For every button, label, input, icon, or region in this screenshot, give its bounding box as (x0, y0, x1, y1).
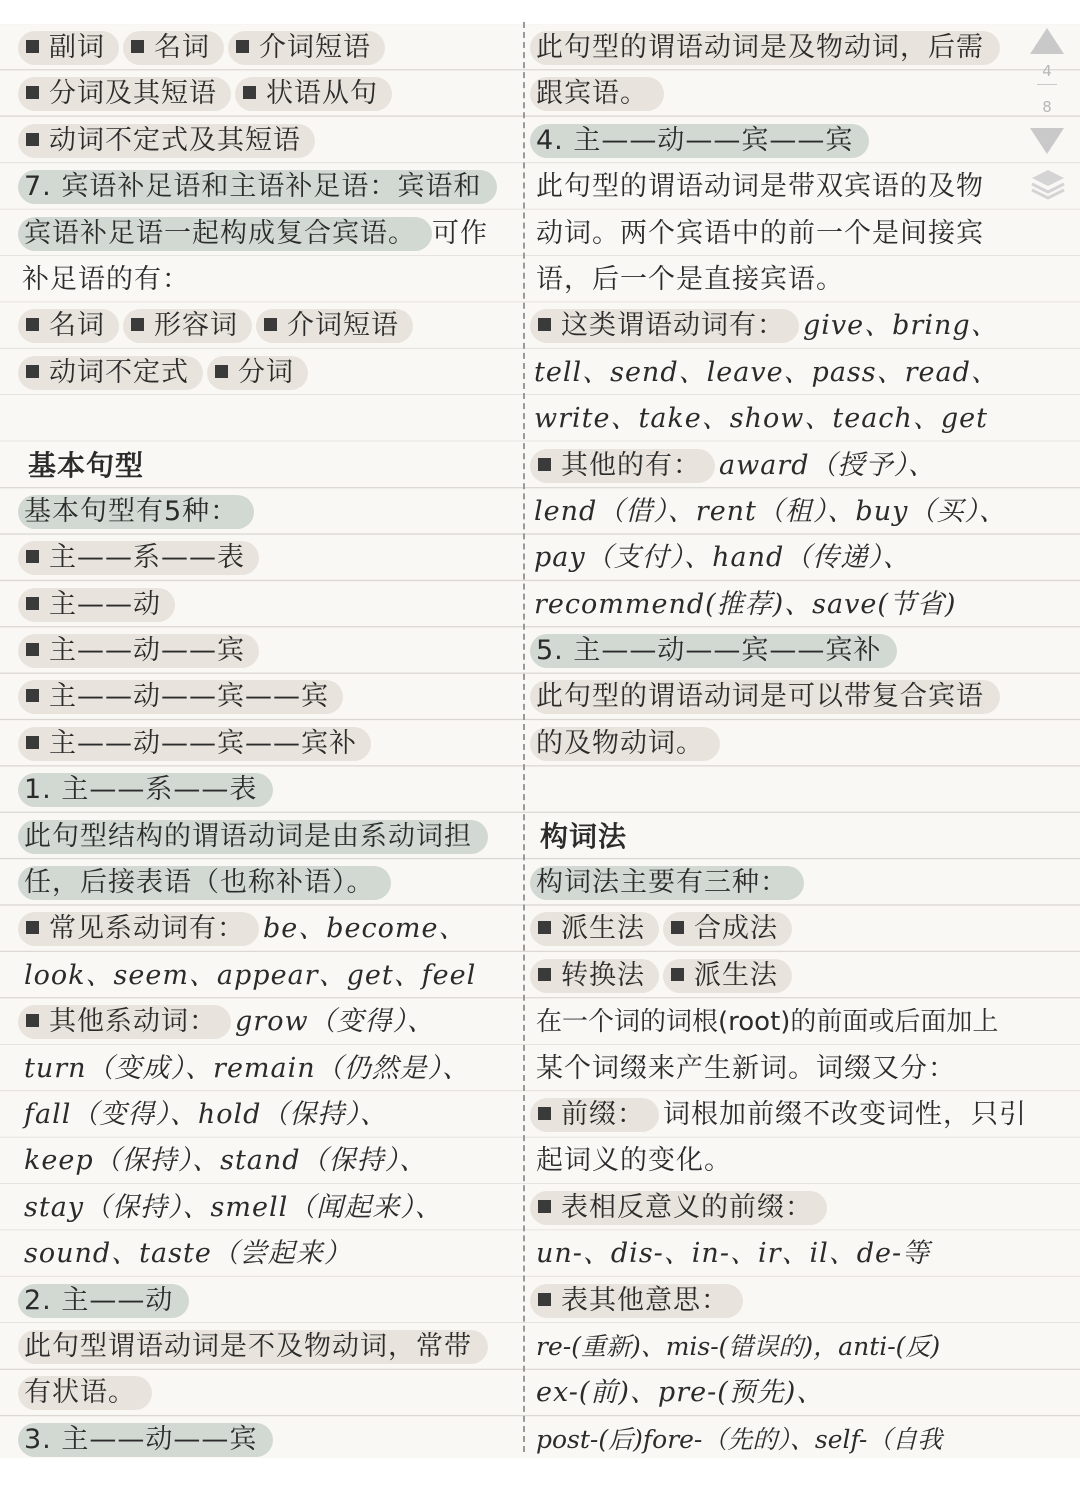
triangle-down-icon[interactable] (1030, 128, 1064, 154)
note-line: 这类谓语动词有： give、bring、 (530, 303, 1078, 349)
note-line: 7. 宾语补足语和主语补足语：宾语和 (18, 164, 518, 210)
pattern-item: 主——动——宾——宾 (18, 674, 518, 720)
note-line: 其他系动词： grow（变得）、 (18, 999, 518, 1045)
pattern-title: 3. 主——动——宾 (18, 1417, 518, 1463)
note-line: 构词法主要有三种： (530, 860, 1078, 906)
bullet-icon (264, 318, 277, 331)
note-line: 此句型的谓语动词是带双宾语的及物 (536, 171, 984, 203)
note-line: 转换法 派生法 (530, 953, 1078, 999)
note-line: 语，后一个是直接宾语。 (536, 263, 844, 295)
note-line: 的及物动词。 (530, 721, 1078, 767)
layers-icon[interactable] (1028, 166, 1068, 206)
bullet-icon (26, 365, 39, 378)
pattern-title: 2. 主——动 (18, 1278, 518, 1324)
note-line: 分词及其短语 状语从句 (18, 71, 518, 117)
bullet-icon (538, 1200, 551, 1213)
bullet-icon (131, 40, 144, 53)
note-line: fall（变得）、hold（保持）、 (24, 1098, 388, 1130)
note-line: 任，后接表语（也称补语）。 (18, 860, 518, 906)
note-line: ex-(前)、pre-(预先)、 (536, 1377, 825, 1409)
note-line: 此句型结构的谓语动词是由系动词担 (18, 814, 518, 860)
right-column (530, 25, 1078, 1463)
note-line: 表相反意义的前缀： (530, 1185, 1078, 1231)
note-line: 前缀： 词根加前缀不改变词性，只引 (530, 1092, 1078, 1138)
note-line: write、take、show、teach、get (534, 403, 988, 435)
bullet-icon (236, 40, 249, 53)
note-line: lend（借）、rent（租）、buy（买）、 (534, 495, 1007, 527)
note-line: 在一个词的词根(root)的前面或后面加上 (536, 1007, 999, 1038)
bullet-icon (538, 458, 551, 471)
note-line: 某个词缀来产生新词。词缀又分： (536, 1052, 956, 1084)
page-navigator (1018, 22, 1076, 212)
note-line: 此句型的谓语动词是可以带复合宾语 (530, 674, 1078, 720)
total-pages-number: 8 (1042, 98, 1052, 116)
bullet-icon (538, 1107, 551, 1120)
note-line: keep（保持）、stand（保持）、 (24, 1145, 428, 1177)
bullet-icon (26, 921, 39, 934)
note-line: look、seem、appear、get、feel (24, 959, 477, 991)
note-line: recommend(推荐)、save(节省) (534, 588, 957, 620)
note-line: 有状语。 (18, 1370, 518, 1416)
note-line: pay（支付）、hand（传递）、 (534, 542, 911, 574)
bullet-icon (26, 736, 39, 749)
note-line: un-、dis-、in-、ir、il、de-等 (536, 1238, 931, 1270)
note-line: 宾语补足语一起构成复合宾语。 可作 (18, 211, 518, 257)
bullet-icon (671, 968, 684, 981)
pattern-title: 4. 主——动——宾——宾 (530, 118, 1078, 164)
note-line: 常见系动词有： be、become、 (18, 906, 518, 952)
note-line: 跟宾语。 (530, 71, 1078, 117)
note-line: tell、send、leave、pass、read、 (534, 356, 999, 388)
note-line: 副词 名词 介词短语 (18, 25, 518, 71)
bullet-icon (26, 597, 39, 610)
pattern-item: 主——系——表 (18, 535, 518, 581)
note-line: 动词不定式 分词 (18, 350, 518, 396)
bullet-icon (131, 318, 144, 331)
note-line: 补足语的有： (22, 263, 190, 295)
bullet-icon (538, 1293, 551, 1306)
current-page-number: 4 (1042, 62, 1052, 80)
pattern-item: 主——动 (18, 582, 518, 628)
note-line: 名词 形容词 介词短语 (18, 303, 518, 349)
note-line: stay（保持）、smell（闻起来）、 (24, 1191, 443, 1223)
bullet-icon (26, 1014, 39, 1027)
bullet-icon (26, 86, 39, 99)
note-line: post-(后)fore-（先的）、self-（自我 (536, 1424, 943, 1454)
note-line: re-(重新)、mis-(错误的)，anti-(反) (536, 1331, 941, 1361)
note-line: 其他的有： award（授予）、 (530, 443, 1078, 489)
bullet-icon (26, 689, 39, 702)
pattern-title: 1. 主——系——表 (18, 767, 518, 813)
bullet-icon (538, 968, 551, 981)
pattern-item: 主——动——宾 (18, 628, 518, 674)
bullet-icon (243, 86, 256, 99)
pattern-item: 主——动——宾——宾补 (18, 721, 518, 767)
note-line: turn（变成）、remain（仍然是）、 (24, 1052, 471, 1084)
note-line: 起词义的变化。 (536, 1145, 732, 1177)
bullet-icon (26, 318, 39, 331)
bullet-icon (538, 921, 551, 934)
bullet-icon (26, 643, 39, 656)
note-line: sound、taste（尝起来） (24, 1238, 352, 1270)
note-line: 动词。两个宾语中的前一个是间接宾 (536, 217, 984, 249)
left-column (18, 25, 518, 1463)
note-line: 派生法 合成法 (530, 906, 1078, 952)
note-line: 动词不定式及其短语 (18, 118, 518, 164)
note-line: 此句型的谓语动词是及物动词，后需 (530, 25, 1078, 71)
bullet-icon (26, 133, 39, 146)
bullet-icon (26, 40, 39, 53)
triangle-up-icon[interactable] (1030, 28, 1064, 54)
note-line: 基本句型有5种： (18, 489, 518, 535)
bullet-icon (26, 550, 39, 563)
bullet-icon (538, 318, 551, 331)
bullet-icon (671, 921, 684, 934)
column-divider (523, 22, 525, 1452)
pattern-title: 5. 主——动——宾——宾补 (530, 628, 1078, 674)
section-heading: 构词法 (540, 819, 628, 853)
note-line: 表其他意思： (530, 1278, 1078, 1324)
bullet-icon (215, 365, 228, 378)
note-line: 此句型谓语动词是不及物动词，常带 (18, 1324, 518, 1370)
section-heading: 基本句型 (28, 448, 145, 482)
